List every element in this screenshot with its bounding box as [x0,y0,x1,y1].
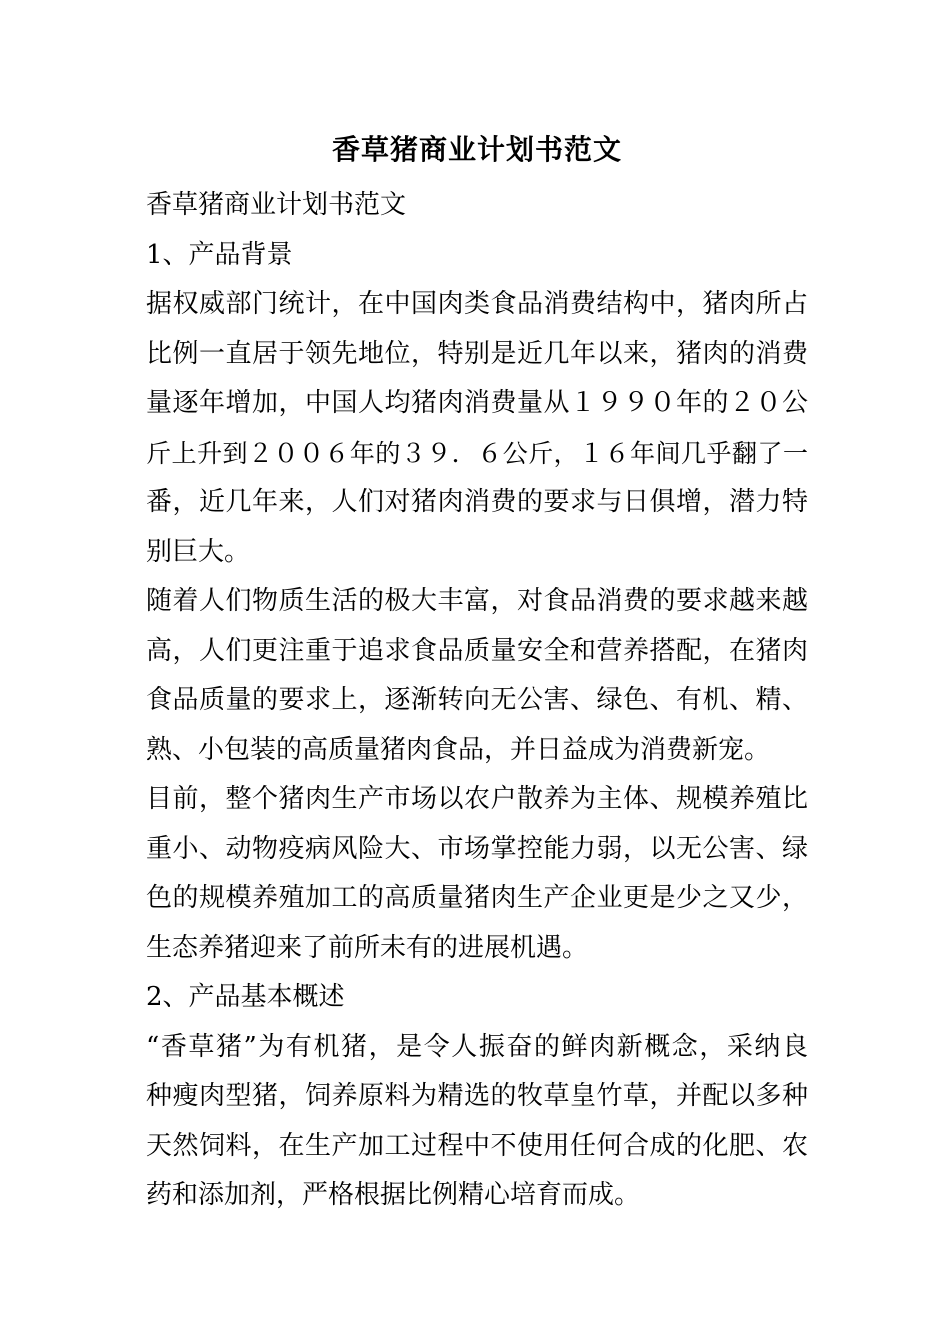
text-line: “香草猪”为有机猪，是令人振奋的鲜肉新概念，采纳良 [146,1031,808,1062]
text-line: 据权威部门统计，在中国肉类食品消费结构中，猪肉所占 [146,289,808,319]
text-line: 药和添加剂，严格根据比例精心培育而成。 [146,1180,641,1210]
text-line: 色的规模养殖加工的高质量猪肉生产企业更是少之又少， [146,883,808,913]
text-line: 目前，整个猪肉生产市场以农户散养为主体、规模养殖比 [146,784,808,814]
text-line: 种瘦肉型猪，饲养原料为精选的牧草皇竹草，并配以多种 [146,1081,808,1111]
document-title: 香草猪商业计划书范文 [331,133,622,166]
text-line: 高，人们更注重于追求食品质量安全和营养搭配，在猪肉 [146,635,808,666]
text-line: 食品质量的要求上，逐渐转向无公害、绿色、有机、精、 [146,685,808,715]
text-line: 1、产品背景 [146,239,293,270]
document-text [146,181,808,1221]
text-line: 生态养猪迎来了前所未有的进展机遇。 [146,932,589,963]
text-line: 随着人们物质生活的极大丰富，对食品消费的要求越来越 [146,586,808,616]
document-body [146,127,808,1221]
text-line: 番，近几年来，人们对猪肉消费的要求与日俱增，潜力特 [146,487,808,517]
text-line: 重小、动物疫病风险大、市场掌控能力弱，以无公害、绿 [146,833,808,864]
text-line: 香草猪商业计划书范文 [146,190,407,220]
text-line: 比例一直居于领先地位，特别是近几年以来，猪肉的消费 [146,338,808,369]
text-line: 熟、小包装的高质量猪肉食品，并日益成为消费新宠。 [146,734,771,765]
text-line: 别巨大。 [146,536,251,567]
text-line: 2、产品基本概述 [146,982,345,1012]
text-line: 量逐年增加，中国人均猪肉消费量从１９９０年的２０公 [146,388,808,418]
text-line: 天然饲料，在生产加工过程中不使用任何合成的化肥、农 [146,1130,808,1161]
text-line: 斤上升到２００６年的３９．６公斤，１６年间几乎翻了一 [146,438,808,468]
